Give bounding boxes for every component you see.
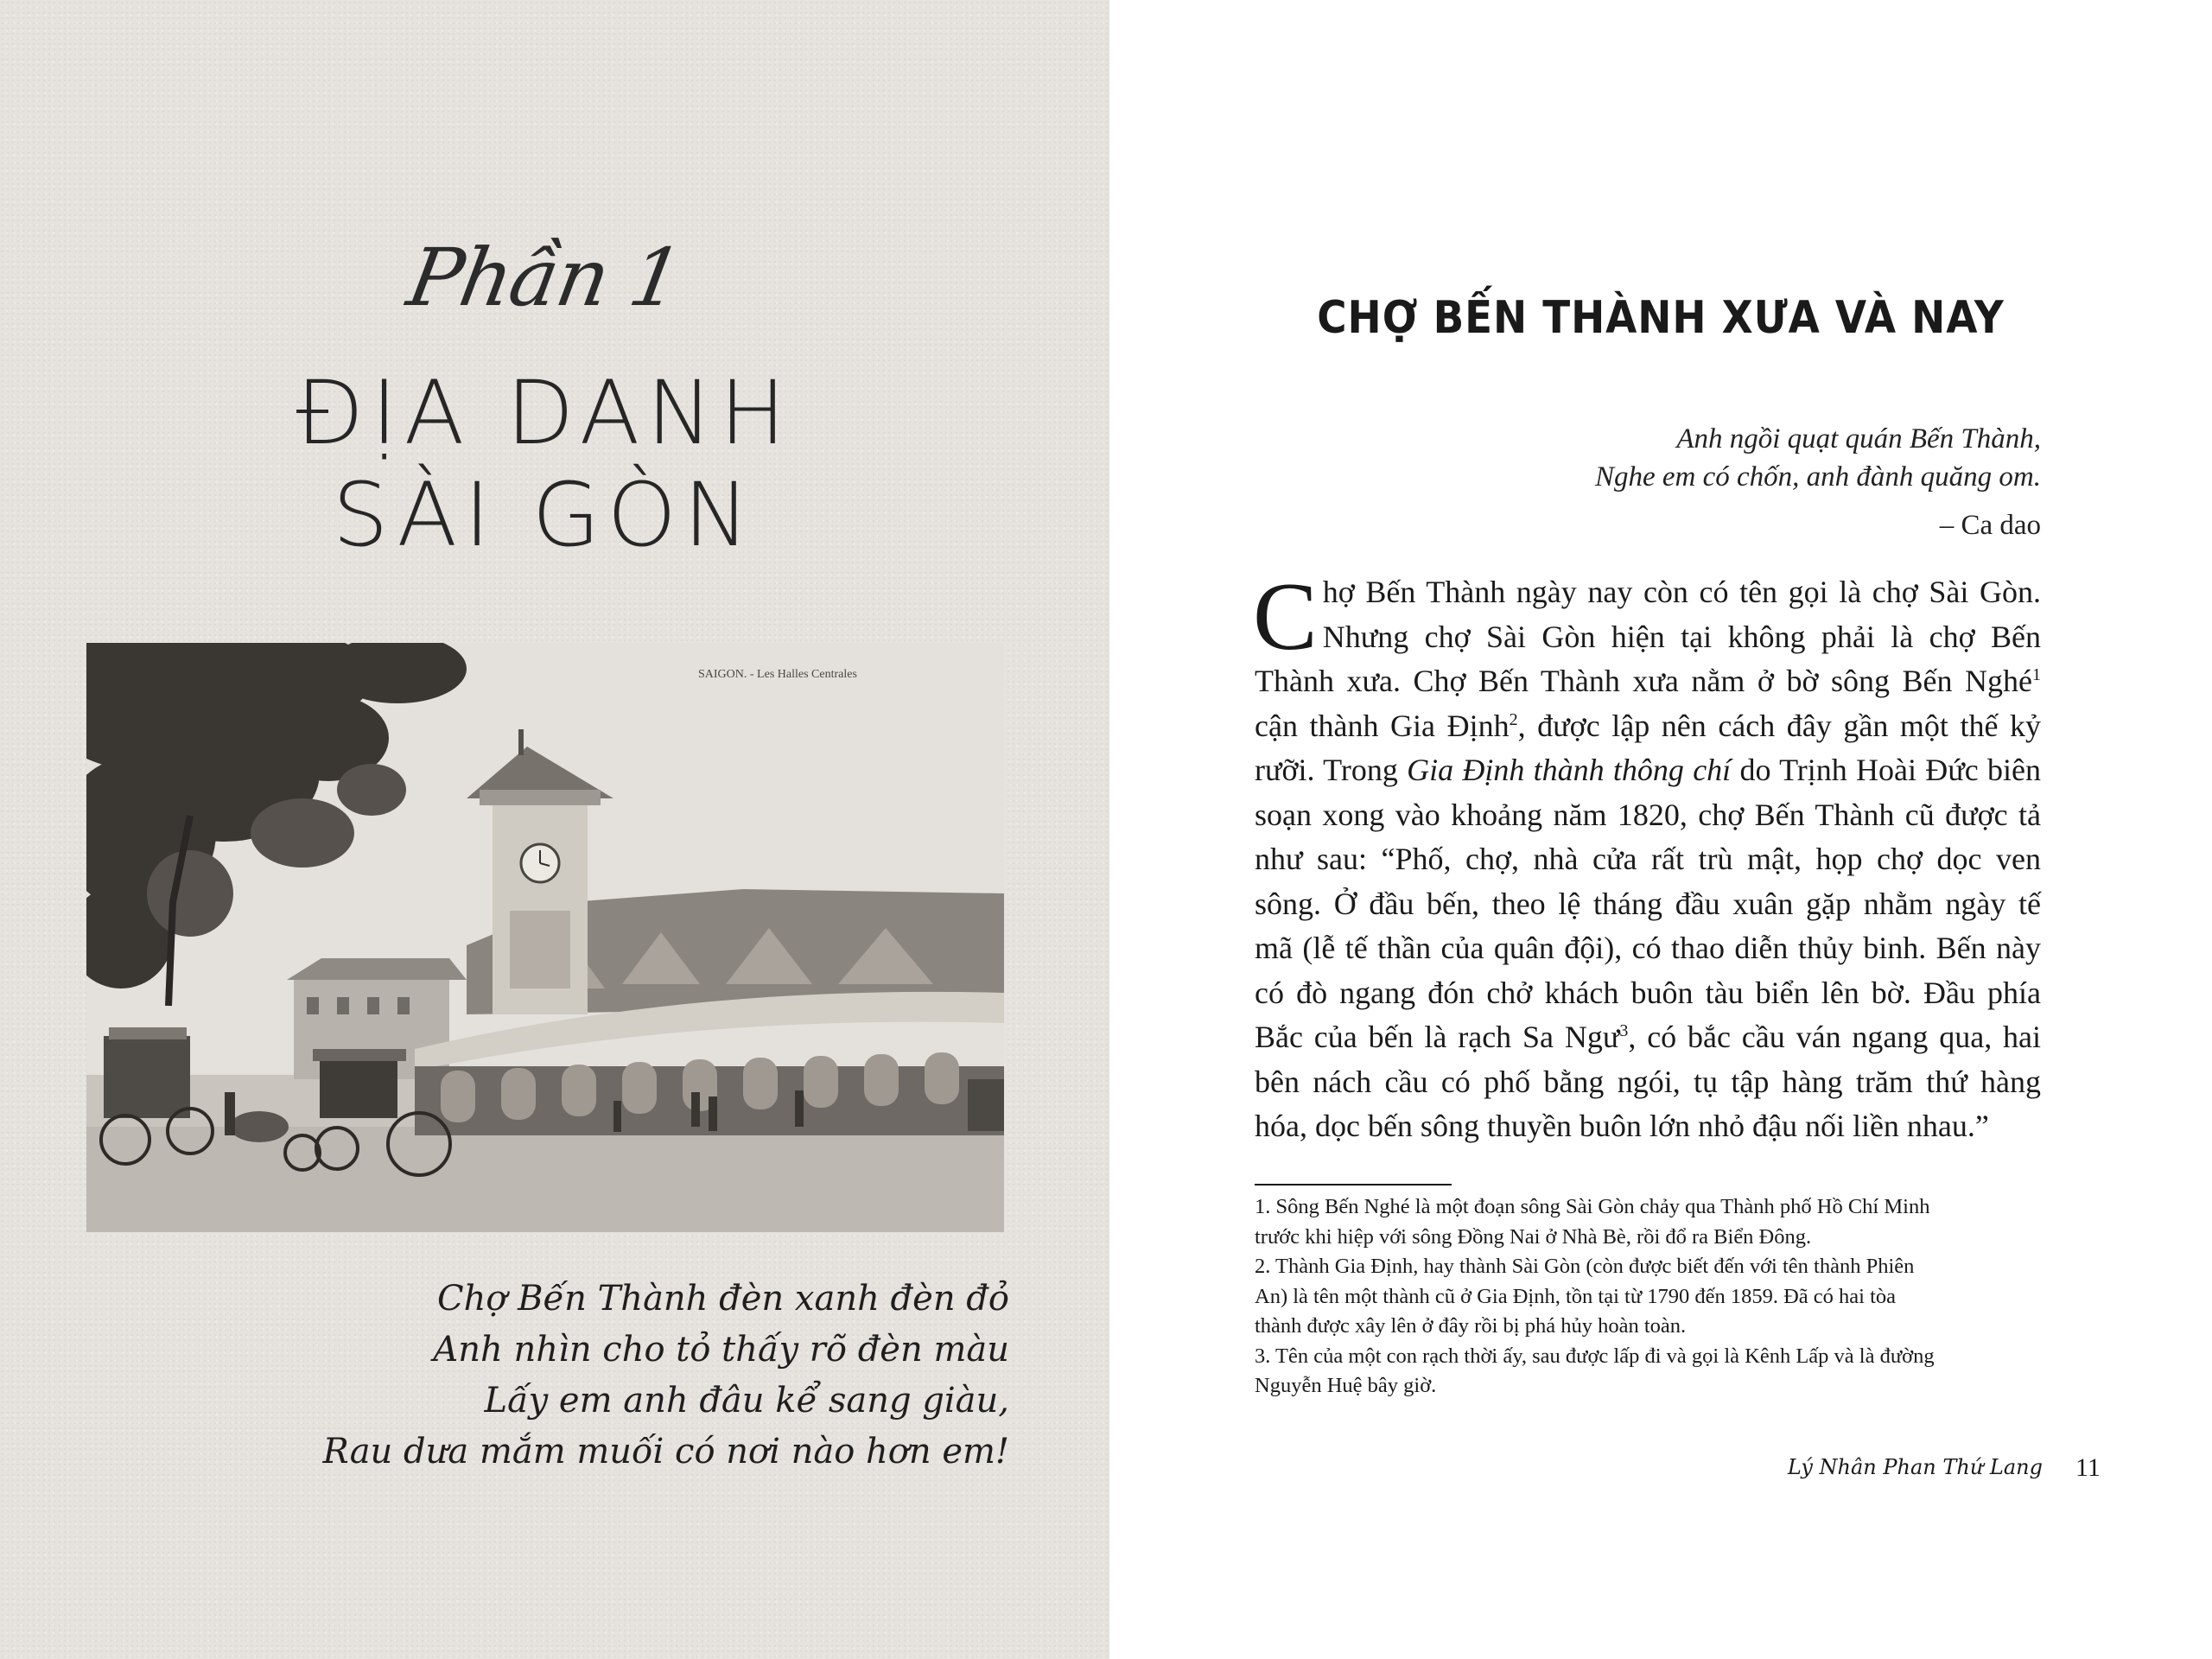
body-line-text: do Trịnh Hoài Đức biên	[1731, 753, 2042, 787]
body-text	[1253, 563, 2042, 1149]
poem-caption	[0, 1274, 1009, 1478]
part-title	[0, 363, 1089, 567]
footnotes	[1255, 1192, 2041, 1402]
body-line: có đò ngang đón chở khách buôn tàu biển lên bờ. Đầu phía	[1255, 975, 2041, 1010]
part-title-line-1: ĐỊA DANH	[296, 362, 793, 465]
body-line	[1255, 704, 2041, 749]
body-line	[1255, 659, 2041, 704]
poem-line: Chợ Bến Thành đèn xanh đèn đỏ	[436, 1279, 1009, 1319]
footnote-line: An) là tên một thành cũ ở Gia Định, tồn tại từ 1790 đến 1859. Đã có hai tòa	[1255, 1284, 1897, 1308]
drop-cap: C	[1253, 563, 1318, 671]
epigraph-attribution: – Ca dao	[1939, 510, 2041, 541]
body-line-text: Bắc của bến là rạch Sa Ngư	[1255, 1020, 1620, 1054]
part-label: Phần 1	[401, 232, 688, 324]
body-line: như sau: “Phố, chợ, nhà cửa rất trù mật, họp chợ dọc ven	[1255, 842, 2041, 876]
footnote-line: 3. Tên của một con rạch thời ấy, sau được lấp đi và gọi là Kênh Lấp và là đường	[1255, 1344, 1935, 1368]
body-line-text: cận thành Gia Định	[1255, 708, 1510, 743]
body-line: Nhưng chợ Sài Gòn hiện tại không phải là chợ Bến	[1322, 619, 2041, 654]
body-line	[1255, 1015, 2041, 1060]
body-line: hợ Bến Thành ngày nay còn có tên gọi là chợ Sài Gòn.	[1322, 575, 2041, 609]
running-footer-author: Lý Nhân Phan Thứ Lang	[1787, 1455, 2043, 1479]
body-line: hóa, dọc bến sông thuyền buôn lớn nhỏ đậu nối liền nhau.”	[1255, 1109, 1989, 1143]
epigraph-line: Nghe em có chốn, anh đành quăng om.	[1594, 461, 2041, 493]
footnote-line: trước khi hiệp với sông Đồng Nai ở Nhà Bè, rồi đổ ra Biển Đông.	[1255, 1224, 1812, 1249]
body-line-text: , được lập nên cách đây gần một thế kỷ	[1517, 708, 2041, 743]
page-number: 11	[2075, 1453, 2101, 1482]
body-line	[1255, 748, 2041, 793]
epigraph-line: Anh ngồi quạt quán Bến Thành,	[1676, 423, 2041, 454]
footnote-ref-3[interactable]: 3	[1619, 1021, 1629, 1040]
body-line: bên nách cầu có phố bằng ngói, tụ tập hàng trăm thứ hàng	[1255, 1064, 2041, 1099]
part-title-line-2: SÀI GÒN	[332, 464, 757, 567]
footnote-ref-2[interactable]: 2	[1509, 709, 1518, 729]
body-line: sông. Ở đầu bến, theo lệ tháng đầu xuân gặp nhằm ngày tế	[1255, 886, 2041, 921]
photo-inscription: SAIGON. - Les Halles Centrales	[698, 668, 857, 681]
footnote-line: Nguyễn Huệ bây giờ.	[1255, 1374, 1437, 1397]
footnote-line: 2. Thành Gia Định, hay thành Sài Gòn (còn được biết đến với tên thành Phiên	[1255, 1255, 1915, 1278]
right-page	[1109, 0, 2212, 1659]
poem-line: Lấy em anh đâu kể sang giàu,	[484, 1381, 1009, 1421]
epigraph	[1109, 420, 2041, 544]
book-title-italic: Gia Định thành thông chí	[1407, 753, 1732, 787]
poem-line: Rau dưa mắm muối có nơi nào hơn em!	[322, 1432, 1009, 1471]
body-line-text: , có bắc cầu ván ngang qua, hai	[1628, 1020, 2042, 1054]
body-line: mã (lễ tế thần của quân đội), có thao diễn thủy binh. Bến này	[1255, 931, 2041, 965]
body-line: soạn xong vào khoảng năm 1820, chợ Bến Thành cũ được tả	[1255, 797, 2041, 832]
footnote-ref-1[interactable]: 1	[2032, 665, 2041, 684]
poem-line: Anh nhìn cho tỏ thấy rõ đèn màu	[433, 1330, 1009, 1370]
body-line-text: Thành xưa. Chợ Bến Thành xưa nằm ở bờ sông Bến Nghé	[1255, 664, 2032, 698]
footnote-line: thành được xây lên ở đây rồi bị phá hủy hoàn toàn.	[1255, 1314, 1687, 1338]
footnote-divider	[1255, 1184, 1452, 1185]
market-photo-illustration	[86, 643, 1004, 1232]
body-line-text: rưỡi. Trong	[1255, 753, 1408, 787]
market-photo	[86, 643, 1004, 1232]
footnote-line: 1. Sông Bến Nghé là một đoạn sông Sài Gòn chảy qua Thành phố Hồ Chí Minh	[1255, 1195, 1930, 1218]
chapter-title: CHỢ BẾN THÀNH XƯA VÀ NAY	[1317, 292, 2005, 344]
